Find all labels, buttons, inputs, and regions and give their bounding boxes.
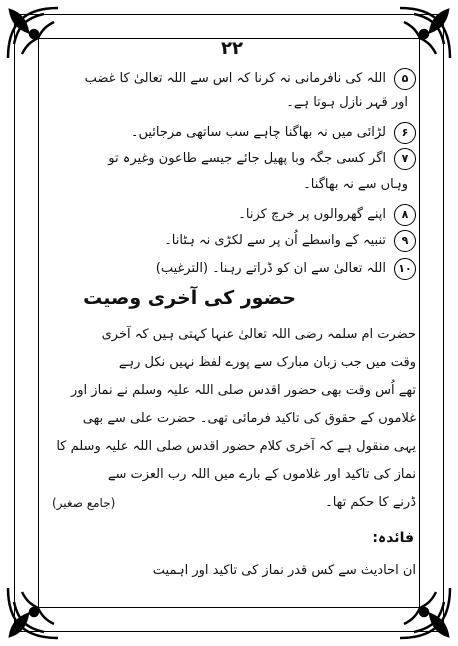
item-text: اپنے گھروالوں پر خرچ کرنا۔ bbox=[238, 207, 386, 222]
list-item-continuation: وہاں سے نہ بھاگنا۔ bbox=[303, 177, 408, 192]
page-number: ۲۲ bbox=[221, 38, 243, 59]
paragraph-line: غلاموں کے حقوق کی تاکید فرمائی تھی۔ حضرت علی سے بھی bbox=[82, 411, 416, 426]
section-heading: حضور کی آخری وصیت bbox=[83, 287, 296, 309]
paragraph-line: تھے اُس وقت بھی حضور اقدس صلی اللہ علیہ وسلم نے نماز اور bbox=[71, 383, 416, 398]
item-text: لڑائی میں نہ بھاگنا چاہے سب ساتھی مرجائیں۔ bbox=[130, 125, 386, 140]
item-number: ۹ bbox=[394, 230, 416, 252]
paragraph-line: نماز کی تاکید اور غلاموں کے بارے میں اللہ رب العزت سے bbox=[107, 467, 416, 482]
item-text: اللہ کی نافرمانی نہ کرنا کہ اس سے اللہ تعالیٰ کا غضب bbox=[84, 71, 386, 86]
item-number: ۸ bbox=[394, 204, 416, 226]
list-item bbox=[48, 68, 416, 90]
list-item bbox=[48, 230, 416, 252]
list-item bbox=[48, 258, 416, 280]
page-content bbox=[48, 40, 416, 596]
item-text: تنبیہ کے واسطے اُن پر سے لکڑی نہ ہٹانا۔ bbox=[164, 233, 386, 248]
item-number: ۱۰ bbox=[394, 258, 416, 280]
item-number: ۶ bbox=[394, 122, 416, 144]
list-item bbox=[48, 122, 416, 144]
benefit-label: فائدہ: bbox=[372, 530, 414, 546]
list-item bbox=[48, 148, 416, 170]
paragraph-line: حضرت ام سلمہ رضی اللہ تعالیٰ عنہا کہتی ہیں کہ آخری bbox=[101, 327, 416, 342]
list-item-continuation: اور قہر نازل ہوتا ہے۔ bbox=[286, 95, 408, 110]
list-item bbox=[48, 204, 416, 226]
item-number: ۷ bbox=[394, 148, 416, 170]
paragraph-line: یہی منقول ہے کہ آخری کلام حضور اقدس صلی اللہ علیہ وسلم کا bbox=[56, 439, 416, 454]
paragraph-line: ڈرنے کا حکم تھا۔ bbox=[325, 495, 416, 510]
reference-citation: (جامع صغیر) bbox=[52, 496, 116, 510]
benefit-text: ان احادیث سے کس قدر نماز کی تاکید اور اہمیت bbox=[152, 563, 416, 578]
item-text: اللہ تعالیٰ سے ان کو ڈراتے رہنا۔ (الترغیب) bbox=[155, 261, 386, 276]
item-text: اگر کسی جگہ وبا پھیل جائے جیسے طاعون وغیرہ تو bbox=[108, 151, 386, 166]
paragraph-line: وقت میں جب زبان مبارک سے پورے لفظ نہیں نکل رہے bbox=[118, 355, 416, 370]
item-number: ۵ bbox=[394, 68, 416, 90]
